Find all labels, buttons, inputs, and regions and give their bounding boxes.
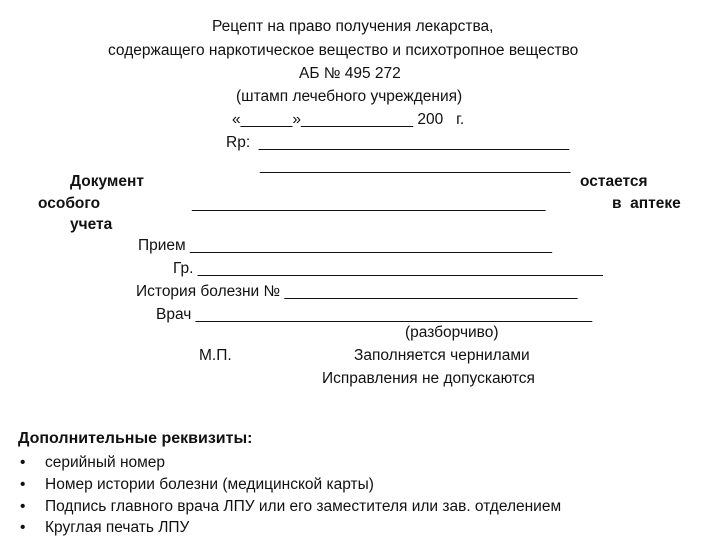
middle-blank-line: _________________________________________ <box>192 195 546 212</box>
list-item: Круглая печать ЛПУ <box>45 519 190 536</box>
list-item: Подпись главного врача ЛПУ или его заместителя или зав. отделением <box>45 498 562 515</box>
gr-field: Гр. _______________________________________________ <box>173 260 603 277</box>
requisites-heading: Дополнительные реквизиты: <box>18 430 253 447</box>
side-note-left-2: особого <box>38 195 101 212</box>
no-corrections-note: Исправления не допускаются <box>322 370 535 387</box>
rp-line: Rp: ____________________________________ <box>226 134 570 151</box>
list-item-bullet: • <box>20 519 26 536</box>
priem-field: Прием __________________________________________ <box>138 237 553 254</box>
rp-line-2: ____________________________________ <box>260 157 571 174</box>
side-note-right-1: остается <box>580 173 648 190</box>
history-field: История болезни № __________________________________ <box>136 283 578 300</box>
form-title-line2: содержащего наркотическое вещество и психотропное вещество <box>108 42 579 59</box>
side-note-right-2: в аптеке <box>612 195 681 212</box>
form-title-line1: Рецепт на право получения лекарства, <box>212 18 494 35</box>
list-item-bullet: • <box>20 454 26 471</box>
stamp-label: (штамп лечебного учреждения) <box>236 88 463 105</box>
list-item-bullet: • <box>20 498 26 515</box>
list-item-bullet: • <box>20 476 26 493</box>
ink-note: Заполняется чернилами <box>354 347 530 364</box>
list-item: серийный номер <box>45 454 166 471</box>
stamp-place-label: М.П. <box>199 347 232 364</box>
date-line: «______»_____________ 200 г. <box>232 111 465 128</box>
series-number: АБ № 495 272 <box>299 65 401 82</box>
legible-note: (разборчиво) <box>405 324 499 341</box>
side-note-left-1: Документ <box>70 173 144 190</box>
side-note-left-3: учета <box>70 216 113 233</box>
list-item: Номер истории болезни (медицинской карты) <box>45 476 374 493</box>
doctor-field: Врач ______________________________________________ <box>156 306 593 323</box>
